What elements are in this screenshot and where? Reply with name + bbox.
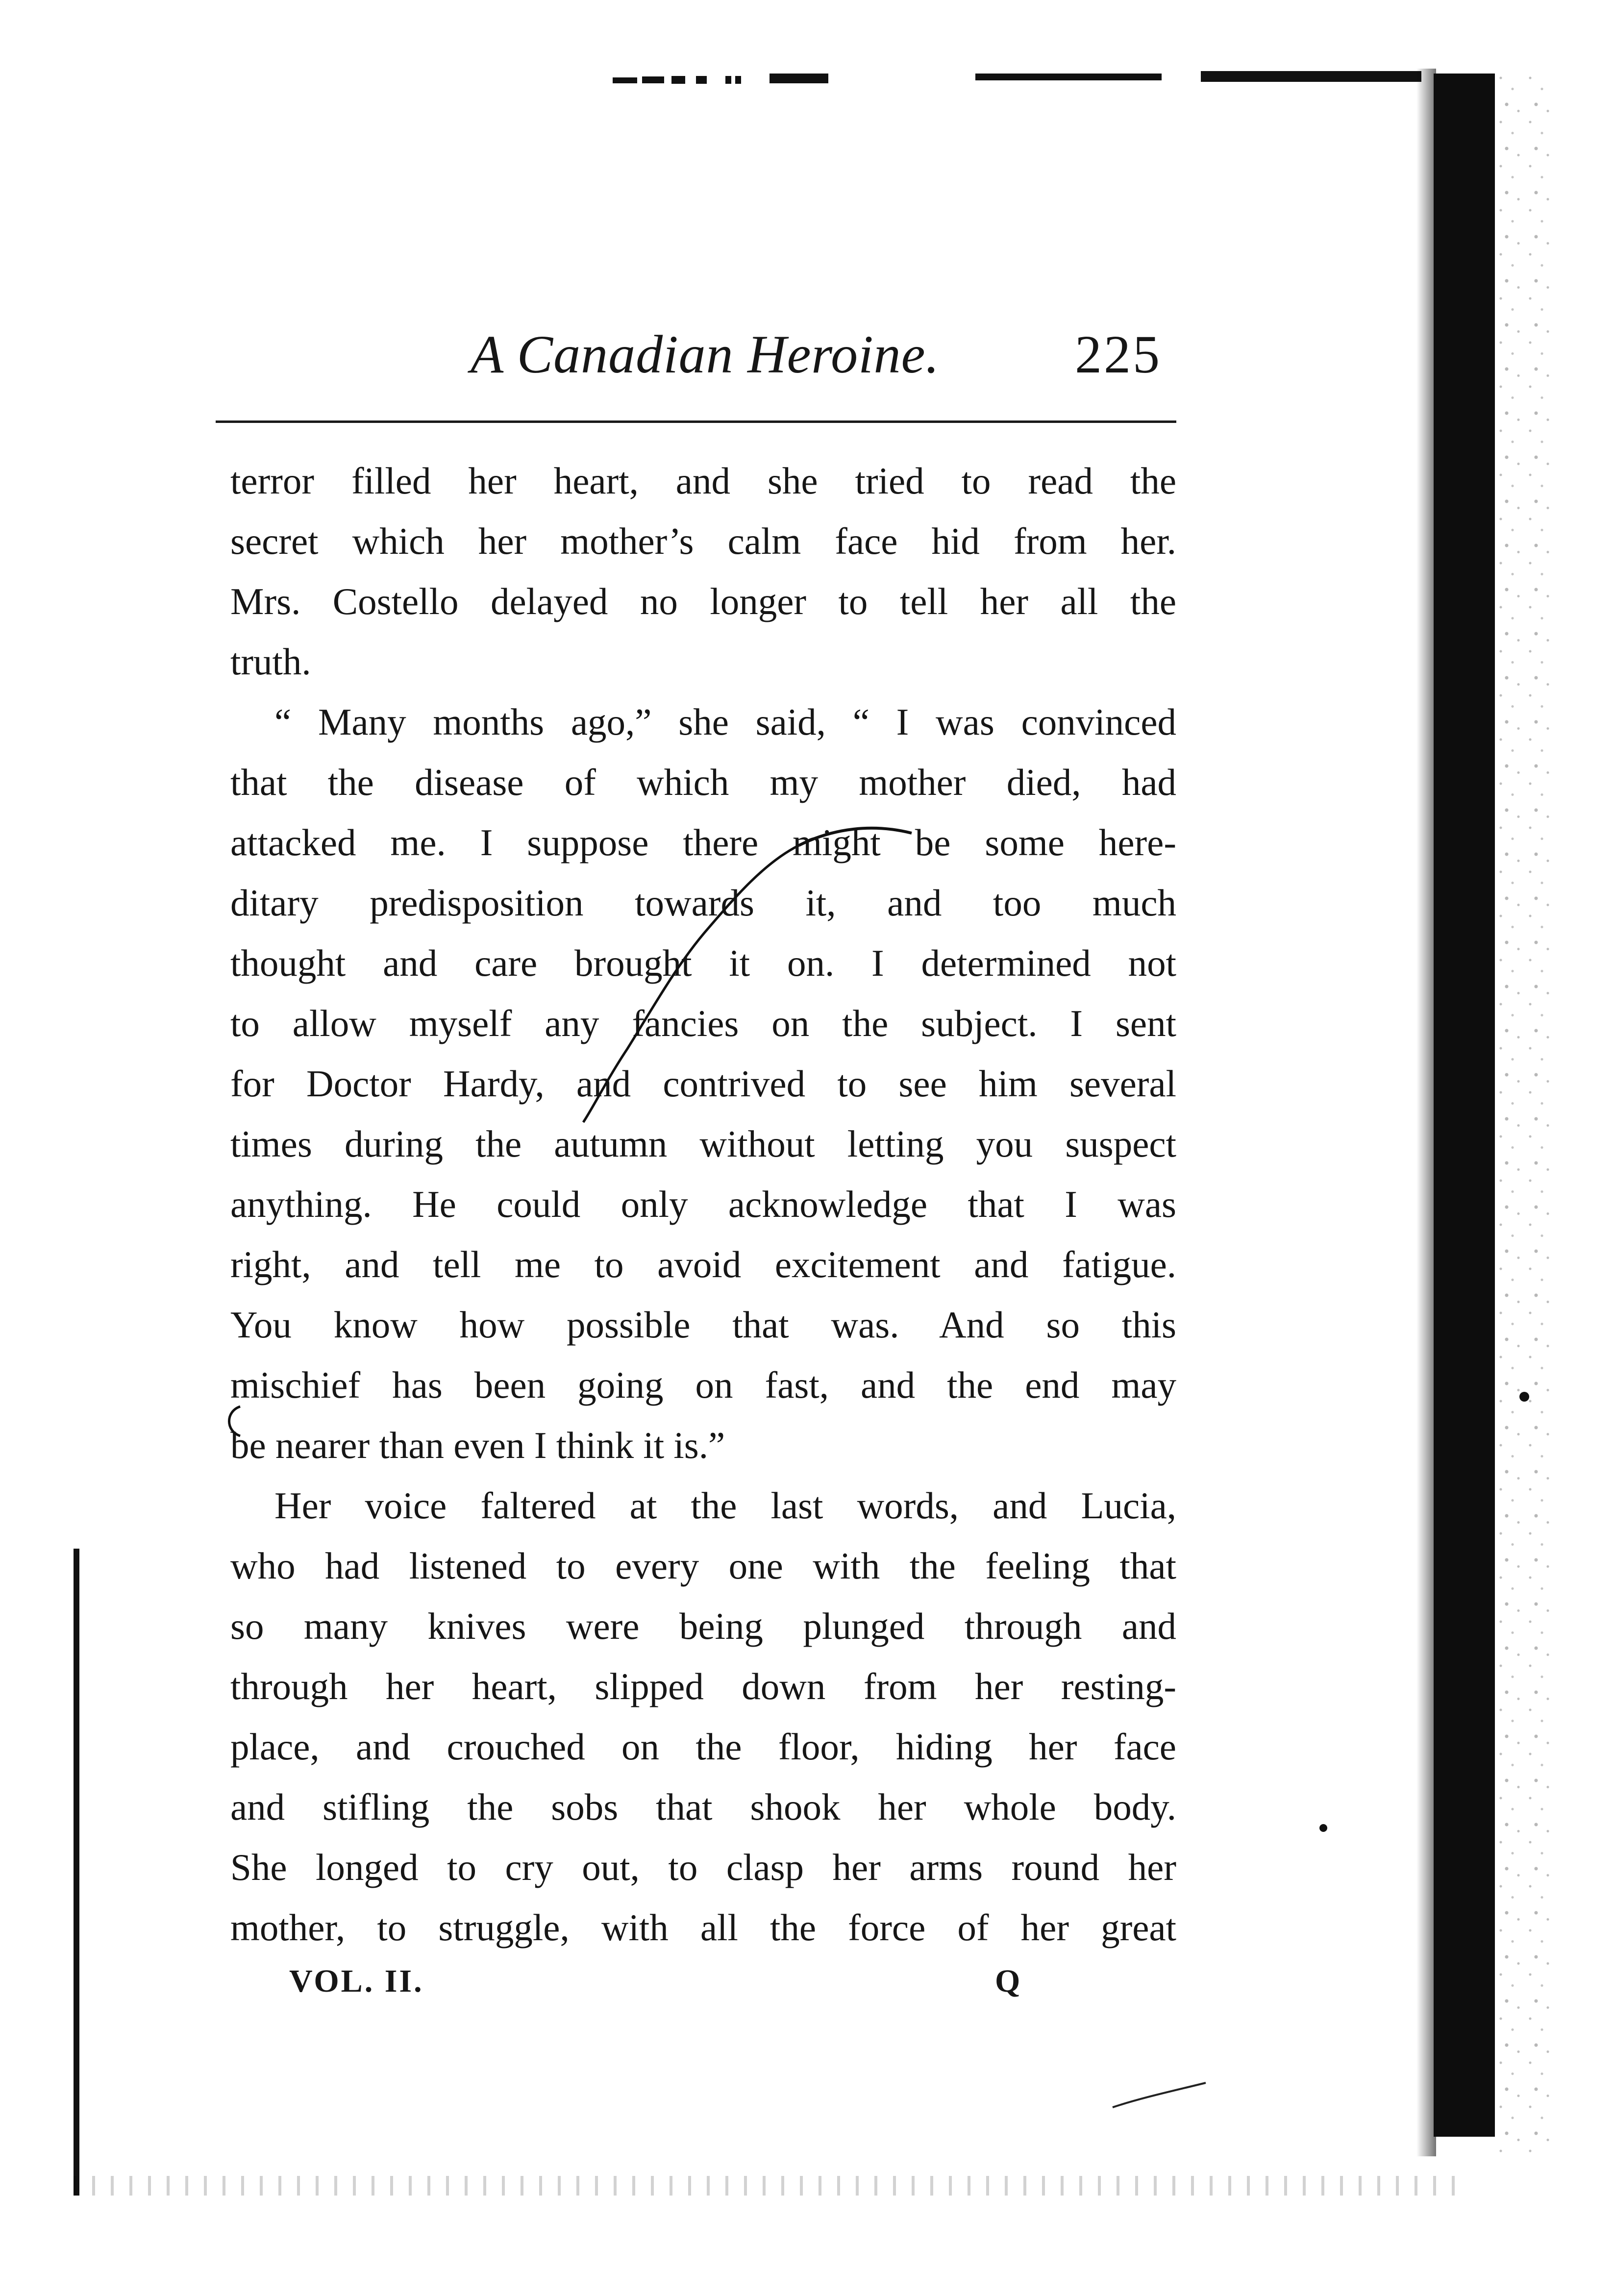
text-line: and stifling the sobs that shook her whole body. xyxy=(230,1786,1176,1828)
bottom-scan-smudge xyxy=(74,2176,1470,2196)
top-scan-mark xyxy=(642,76,664,83)
text-line: ditary predisposition towards it, and too much xyxy=(230,882,1176,924)
top-scan-mark xyxy=(770,74,828,83)
page-number: 225 xyxy=(1075,324,1162,384)
text-line: place, and crouched on the floor, hiding her face xyxy=(230,1726,1176,1768)
binding-speckle xyxy=(1495,74,1554,2156)
top-scan-mark xyxy=(613,77,637,83)
text-line: Her voice faltered at the last words, and Lucia, xyxy=(274,1484,1176,1527)
text-line: mischief has been going on fast, and the end may xyxy=(230,1364,1176,1406)
text-line: secret which her mother’s calm face hid from her. xyxy=(230,520,1176,562)
top-scan-mark xyxy=(671,76,685,84)
running-title: A Canadian Heroine. xyxy=(471,324,940,384)
text-line: for Doctor Hardy, and contrived to see him several xyxy=(230,1062,1176,1105)
running-header xyxy=(216,314,1176,382)
header-rule xyxy=(216,420,1176,423)
body-text xyxy=(230,451,1176,1958)
top-scan-mark xyxy=(1201,71,1421,82)
text-line: truth. xyxy=(230,641,311,683)
text-line: that the disease of which my mother died, had xyxy=(230,761,1176,803)
text-line: “ Many months ago,” she said, “ I was convinced xyxy=(274,701,1176,743)
text-line: who had listened to every one with the feeling that xyxy=(230,1545,1176,1587)
top-scan-mark xyxy=(696,76,707,84)
text-line: attacked me. I suppose there might be some here- xyxy=(230,821,1176,864)
text-line: be nearer than even I think it is.” xyxy=(230,1424,725,1466)
text-line: terror filled her heart, and she tried to read the xyxy=(230,460,1176,502)
text-line: She longed to cry out, to clasp her arms round her xyxy=(230,1846,1176,1888)
top-scan-mark xyxy=(735,76,741,84)
top-scan-mark xyxy=(975,74,1162,80)
text-line: times during the autumn without letting you suspect xyxy=(230,1123,1176,1165)
signature-mark: Q xyxy=(995,1963,1020,1999)
binding-shadow xyxy=(1416,69,1436,2156)
left-margin-rule xyxy=(74,1549,79,2196)
volume-label: VOL. II. xyxy=(289,1963,424,1999)
page-footer xyxy=(289,1963,1054,2007)
text-line: through her heart, slipped down from her resting- xyxy=(230,1665,1176,1707)
text-line: You know how possible that was. And so this xyxy=(230,1304,1176,1346)
top-scan-mark xyxy=(725,76,731,84)
binding-edge xyxy=(1434,74,1495,2137)
text-line: to allow myself any fancies on the subject. I sent xyxy=(230,1002,1176,1044)
text-line: Mrs. Costello delayed no longer to tell her all the xyxy=(230,580,1176,622)
text-line: mother, to struggle, with all the force of her great xyxy=(230,1906,1176,1949)
text-line: right, and tell me to avoid excitement and fatigue. xyxy=(230,1243,1176,1285)
text-line: so many knives were being plunged through and xyxy=(230,1605,1176,1647)
text-line: anything. He could only acknowledge that I was xyxy=(230,1183,1176,1225)
text-line: thought and care brought it on. I determined not xyxy=(230,942,1176,984)
